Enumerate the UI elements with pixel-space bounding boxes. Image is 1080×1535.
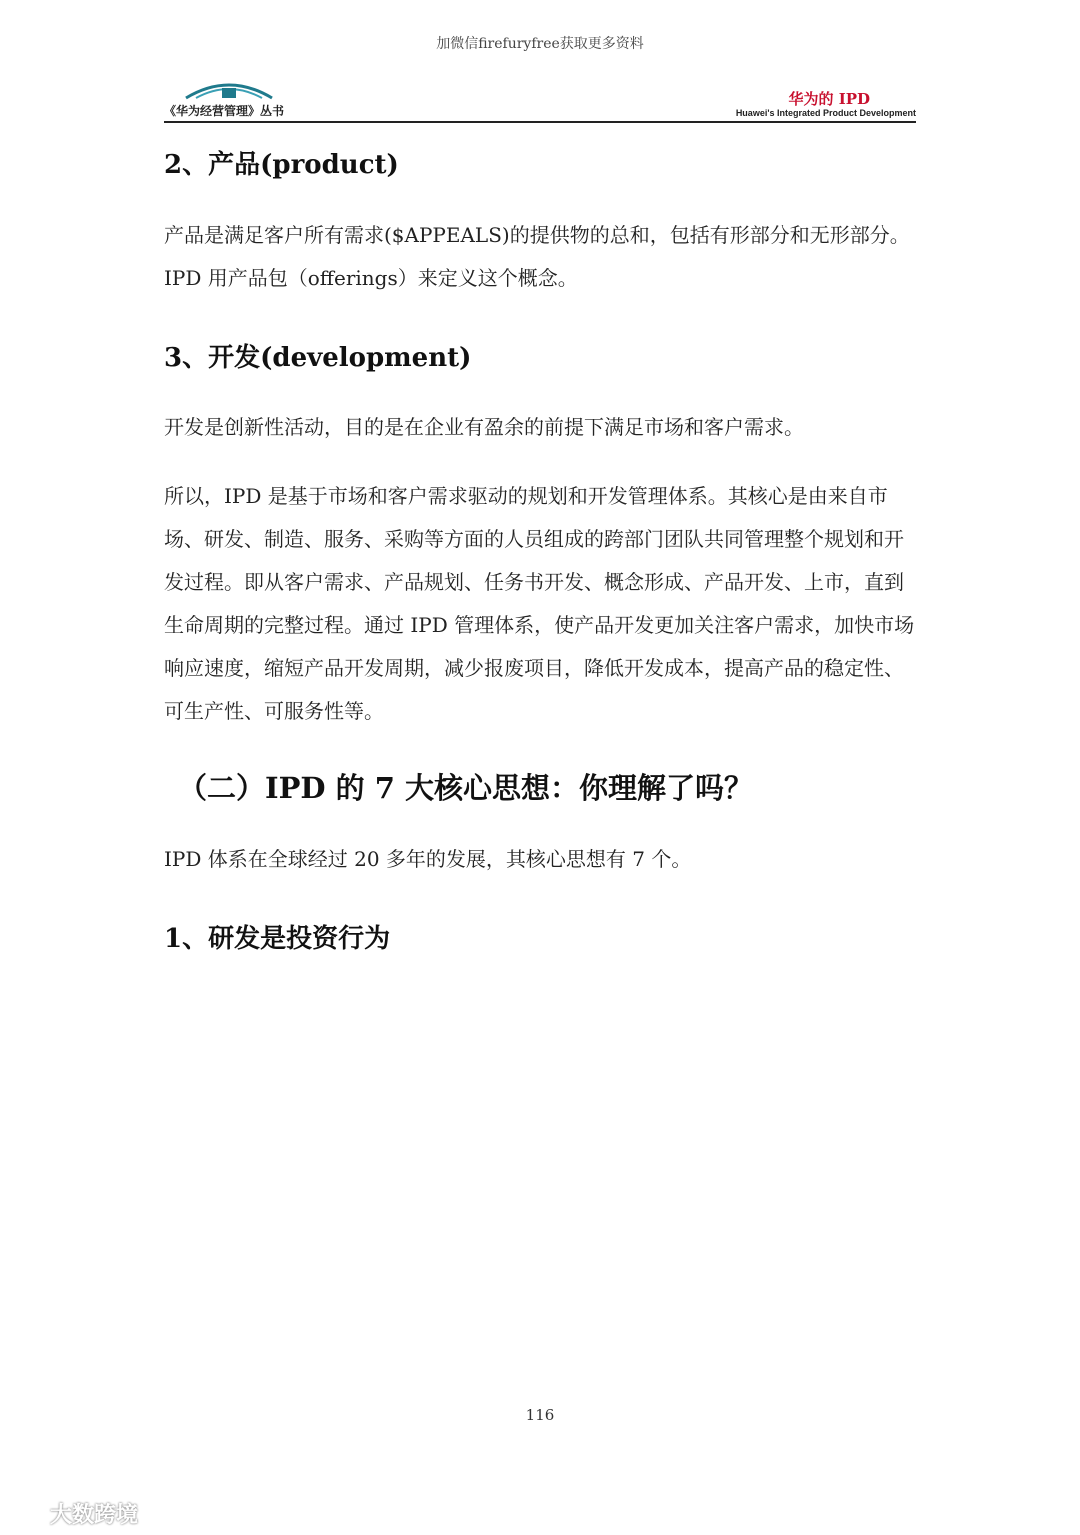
top-watermark-text: 加微信firefuryfree获取更多资料	[436, 36, 644, 52]
watermark-text: 大数跨境	[50, 1503, 139, 1528]
heading-product: 2、产品(product)	[164, 150, 399, 180]
header-divider	[164, 121, 916, 123]
page-number: 116	[525, 1406, 555, 1424]
heading-rd-investment: 1、研发是投资行为	[164, 924, 391, 954]
book-title: 华为的 IPD	[788, 90, 870, 108]
watermark-logo-icon	[10, 1501, 44, 1527]
book-subtitle: Huawei's Integrated Product Development	[735, 108, 916, 118]
heading-development: 3、开发(development)	[164, 343, 472, 373]
bottom-watermark	[10, 1498, 138, 1529]
series-title: 《华为经营管理》丛书	[164, 104, 285, 118]
paragraph-development: 开发是创新性活动，目的是在企业有盈余的前提下满足市场和客户需求。	[164, 415, 804, 439]
heading-core-ideas: （二）IPD 的 7 大核心思想：你理解了吗？	[178, 771, 753, 805]
paragraph-summary: 所以，IPD 是基于市场和客户需求驱动的规划和开发管理体系。其核心是由来自市场、研发、制造、服务、采购等方面的人员组成的跨部门团队共同管理整个规划和开发过程。即从客户需求、产品规划、任务书开发、概念形成、产品开发、上市，直到生命周期的完整过程。通过 IPD 管理体系，使产品开发更加关注客户需求，加快市场响应速度，缩短产品开发周期，减少报废项目，降低开发成本，提高产品的稳定性、可生产性、可服务性等。	[164, 484, 915, 723]
paragraph-core-intro: IPD 体系在全球经过 20 多年的发展，其核心思想有 7 个。	[164, 847, 692, 871]
series-logo-icon	[184, 78, 274, 100]
page-header	[164, 78, 916, 122]
paragraph-product: 产品是满足客户所有需求($APPEALS)的提供物的总和，包括有形部分和无形部分。IPD 用产品包（offerings）来定义这个概念。	[164, 223, 910, 290]
